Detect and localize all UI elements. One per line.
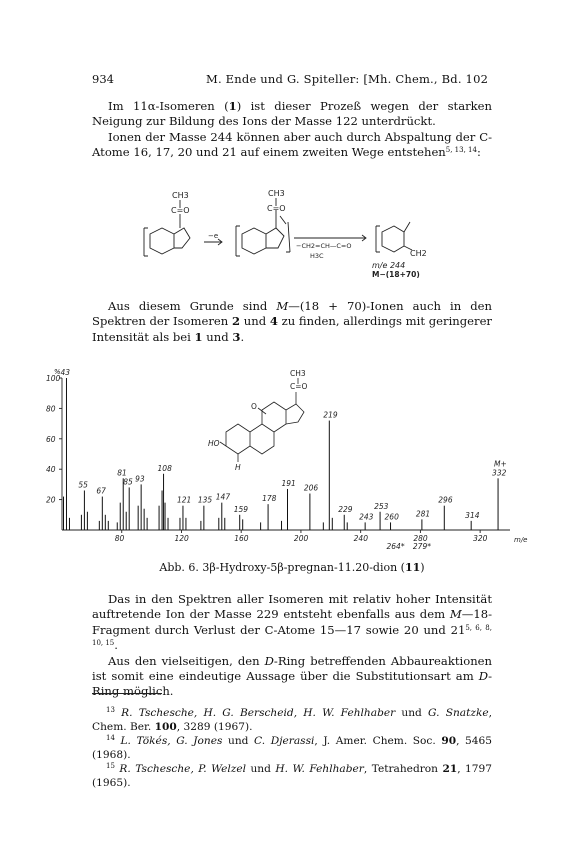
text-run: Abb. 6. 3β-Hydroxy-5β-pregnan-11.20-dion ( <box>159 561 405 574</box>
scheme-arrow1-label: −e <box>208 232 219 240</box>
scheme-ch3-2: CH3 <box>268 189 285 198</box>
text-run: . <box>114 638 118 653</box>
structure-co: C=O <box>290 382 308 391</box>
peak-label: 85 <box>123 477 133 487</box>
y-tick-label: 40 <box>46 465 56 475</box>
x-tick-label: 80 <box>114 534 125 543</box>
compound-ref: 4 <box>269 314 278 329</box>
peak-label: 314 <box>465 510 480 520</box>
peak-label: 147 <box>215 492 231 502</box>
footnote-14 <box>92 734 492 762</box>
peak-label: 135 <box>197 495 213 505</box>
x-tick-label: 280 <box>413 534 428 543</box>
lower-text <box>92 592 492 700</box>
text-run: Ionen der Masse 244 können aber auch durch Abspaltung der C-Atome 16, 17, 20 und 21 auf einem zweiten Wege entstehen <box>92 129 492 160</box>
lower-paragraph-1 <box>92 592 492 654</box>
peak-label: 178 <box>262 494 277 504</box>
peak-label: 229 <box>338 504 353 514</box>
metastable-label: 264* <box>386 542 405 551</box>
compound-ref: 1 <box>194 329 203 344</box>
compound-ref: 11 <box>404 561 421 574</box>
text-run: C. Djerassi <box>254 735 315 747</box>
scheme-product-mz: m/e 244 <box>372 261 406 270</box>
text-run: -Ring möglich. <box>92 669 492 699</box>
metastable-label: 279* <box>412 542 431 551</box>
footnote-rule <box>92 693 162 694</box>
structure-ho: HO <box>208 439 220 448</box>
reaction-scheme-svg <box>140 186 460 278</box>
footnote-number: 13 <box>106 706 115 714</box>
peak-label: 281 <box>415 509 431 519</box>
scheme-product-label: M−(18+70) <box>372 270 420 278</box>
text-run: , 5465 (1968). <box>92 735 492 761</box>
text-run: -Ring betreffenden Abbaureaktionen ist somit eine eindeutige Aussage über die Substitutionsart am <box>92 653 492 684</box>
text-run: 90 <box>441 735 457 747</box>
text-run: : <box>476 145 481 160</box>
peak-label: 55 <box>78 480 88 490</box>
text-run: L. Tökés, G. Jones <box>120 735 223 747</box>
text-run: und <box>246 763 276 775</box>
text-run: , Chem. Ber. <box>92 707 493 733</box>
y-tick-label: 20 <box>46 495 56 505</box>
peak-label: 81 <box>117 468 127 478</box>
text-run: zu finden, allerdings mit geringerer Intensität als bei <box>92 314 492 344</box>
figure-caption <box>92 561 492 574</box>
text-run: D <box>264 653 274 668</box>
peak-label: 43 <box>60 368 71 377</box>
scheme-product-ch2: CH2 <box>410 249 427 258</box>
mass-spectrum-chart <box>40 362 540 552</box>
text-run: Aus diesem Grunde sind <box>108 299 277 313</box>
text-run: Das in den Spektren aller Isomeren mit relativ hoher Intensität auftretende Ion der Masse 229 entsteht ebenfalls aus dem <box>92 592 492 622</box>
text-run: D <box>478 669 489 684</box>
citation-sup: 5, 6, 8, 10, 15 <box>92 623 492 648</box>
footnotes <box>92 706 492 790</box>
text-run: R. Tschesche, H. G. Berscheid, H. W. Fehlhaber <box>121 707 396 719</box>
text-run: —(18 + 70)-Ionen auch in den Spektren der Isomeren <box>92 299 492 329</box>
text-run: ) <box>420 561 425 574</box>
intro-text <box>92 99 492 161</box>
y-tick-label: 80 <box>46 404 56 414</box>
text-run: 21 <box>442 763 458 775</box>
text-run: , 3289 (1967). <box>176 721 253 733</box>
text-run: 100 <box>154 721 177 733</box>
scheme-co-2: C=O <box>267 204 286 213</box>
compound-ref: 1 <box>228 99 237 113</box>
text-run: ) ist dieser Prozeß wegen der starken Neigung zur Bildung des Ions der Masse 122 unterdrückt. <box>92 99 493 129</box>
y-unit-label: % <box>54 368 61 376</box>
intro-paragraph-1 <box>92 99 492 130</box>
compound-ref: 2 <box>231 314 241 329</box>
text-run: , 1797 (1965). <box>92 763 493 789</box>
reaction-scheme <box>140 186 460 278</box>
text-run: und <box>395 707 429 719</box>
structure-ch3: CH3 <box>290 369 306 378</box>
text-run: . <box>240 329 245 344</box>
x-tick-label: 160 <box>234 534 249 543</box>
text-run: und <box>202 329 233 344</box>
footnote-number: 14 <box>106 734 115 742</box>
x-unit-label: m/e <box>514 536 528 544</box>
text-run: M <box>449 607 462 622</box>
text-run: G. Snatzke <box>428 707 489 719</box>
mass-spectrum-svg <box>40 362 540 552</box>
peak-label: 191 <box>281 478 296 488</box>
peak-label: 332 <box>492 468 507 478</box>
footnote-13 <box>92 706 492 734</box>
peak-label: 260 <box>384 512 399 522</box>
text-run: Im 11α-Isomeren ( <box>108 99 229 113</box>
scheme-lost-fragment: −CH2=CH—C=O <box>296 242 352 250</box>
peak-label: 108 <box>157 463 172 473</box>
scheme-co-1: C=O <box>171 206 190 215</box>
peak-label: 67 <box>96 486 106 496</box>
text-run: und <box>222 735 255 747</box>
text-run: M <box>276 299 289 313</box>
peak-label: 296 <box>438 495 453 505</box>
compound-ref: 3 <box>232 329 241 344</box>
text-run: , Tetrahedron <box>363 763 443 775</box>
x-tick-label: 320 <box>473 534 488 543</box>
peak-label: 121 <box>176 495 192 505</box>
y-tick-label: 100 <box>46 374 61 383</box>
mid-text <box>92 299 492 345</box>
running-title: M. Ende und G. Spiteller: [Mh. Chem., Bd. 102 <box>206 72 489 86</box>
scheme-lost-fragment-me: H3C <box>310 252 324 260</box>
peak-label: 219 <box>323 410 338 420</box>
peak-label: 243 <box>359 512 374 522</box>
text-run: Aus den vielseitigen, den <box>108 653 265 668</box>
peak-label: 159 <box>233 504 249 514</box>
footnote-number: 15 <box>106 762 115 770</box>
x-tick-label: 120 <box>174 534 189 543</box>
peak-label: 206 <box>303 483 319 493</box>
structure-h: H <box>235 463 241 472</box>
footnote-15 <box>92 762 492 790</box>
peak-label: 93 <box>135 474 145 484</box>
mid-paragraph <box>92 299 492 345</box>
text-run: , J. Amer. Chem. Soc. <box>314 735 442 747</box>
text-run: R. Tschesche, P. Welzel <box>119 763 247 775</box>
page-number: 934 <box>92 72 114 86</box>
running-header <box>92 72 492 86</box>
citation-sup: 5, 13, 14 <box>445 146 477 155</box>
x-tick-label: 240 <box>353 534 368 543</box>
molecular-ion-label: M+ <box>494 459 507 469</box>
structure-o: O <box>251 402 257 411</box>
text-run: —18-Fragment durch Verlust der C-Atome 15—17 sowie 20 und 21 <box>92 607 492 637</box>
y-tick-label: 60 <box>46 434 56 444</box>
text-run: H. W. Fehlhaber <box>275 763 364 775</box>
intro-paragraph-2 <box>92 130 492 161</box>
peak-label: 253 <box>374 501 389 511</box>
x-tick-label: 200 <box>293 534 309 543</box>
text-run: und <box>240 314 270 329</box>
scheme-ch3-1: CH3 <box>172 191 189 200</box>
